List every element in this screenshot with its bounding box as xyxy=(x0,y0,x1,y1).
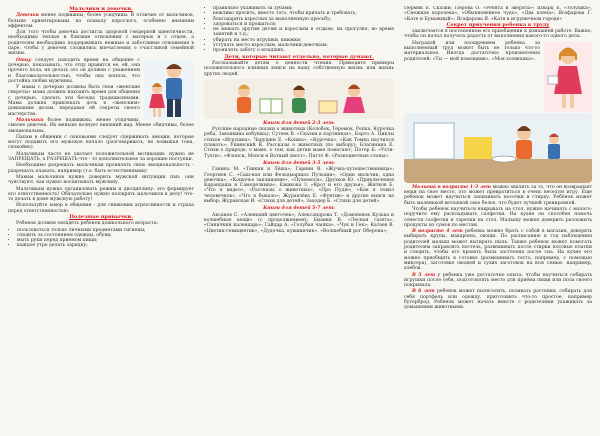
list-item: • следить за состоянием одежды, обуви; xyxy=(17,233,194,238)
list-item: • проявлять заботу о младших. xyxy=(213,48,394,53)
list-item: • благодарить взрослых за выполненную просьбу; xyxy=(213,17,394,22)
paragraph: У мамы с дочерью должны быть свои «женские секреты» мама должна находить время для общения с дочерью, сделать эти беседы традиционными. Мама должна привлекать дочь к «женским» домашним делам, передавая ей секреты своего мастерства. xyxy=(8,85,140,117)
column-left xyxy=(8,6,194,432)
paragraph: Мальчики более подвижны, менее усидчивы, смелее девочек. Их меньше волнует внешний вид. Менее обидчивы, более эмоциональны. xyxy=(8,117,194,134)
list-item: • пользоваться только личными предметами гигиены; xyxy=(17,228,194,233)
paragraph: Русские народные сказки о животных (Колобок, Теремок, Репка, Курочка ряба, Заюшкина избушка); Сутеев В. «Сказки в картинках», Барто А. Циклы стихов «Игрушки», Чарушин Е. «Кошка», «Курочка», «Как Томка научился плавать»; Ушинский К. Рассказы о животных (по выбору); Благинина Е. Стихи о природе, о маме, о том, как детки маме помогают; Потер Б. «Ухти-Тухти», «Флопси, Мопси и Ватный хвост»; Пятто Ф. «Разноцветные слоны». xyxy=(204,127,394,159)
column-middle xyxy=(204,6,394,432)
column-right xyxy=(404,6,592,432)
list-item: • вежливо просить, вместо того, чтобы кричать и требовать; xyxy=(213,11,394,16)
paragraph: Аксаков С. «Аленький цветочек»; Александрова Т. «Домовенок Кузька и волшебные вещи» (с продолжением); Бианки В. «Лесная газета», «Синичкин календарь»; Гайдар А. «Голубая чашка», «Чук и Гек»; Катаев В. «Цветик-семицветик», «Дудочка, кувшинчик», «Волшебный рог Оберона»; xyxy=(204,212,394,234)
paragraph: Девочки менее подвижны, более усидчивы. В отличие от мальчиков, больше ориентированы на похвалу взрослого, особенно внешним эффектом. xyxy=(8,13,194,29)
paragraph: В 6 лет ребенок может пылесосить, поливать растения, собирать для себя портфель или одежду, приготовить что-то простое, например бутерброд. Ребенок может начать вместе с родителями ухаживать за домашними животными. xyxy=(404,289,592,311)
illustration-children-reading xyxy=(204,79,394,119)
list-item: • не мешать другим детям и взрослым в отдыхе, на прогулке, во время занятий и т.д.; xyxy=(213,27,394,38)
list-item: • правильно ухаживать за зубами; xyxy=(213,6,394,11)
paragraph: В возрасте 4 лет ребенка можно брать с собой в магазин, доверять выбирать крупы, макароны, овощи. По расписанию к год наблюдения родителей малыш может вытирать пыль. Также ребенок может помогать родителям заправлять постель, развешивать после стирки носовые платки и следить, чтобы его кровать была застелена после сна. На кухне его можно приобщить к готовке (размешивать тесто, например, с помощью миксера), заготовке овощей и сухих заготовок на всю семью, например, хлебов. xyxy=(404,229,592,272)
list-item: • убирать на место игрушки, книжки; xyxy=(213,38,394,43)
habits-list xyxy=(8,228,194,249)
books-3-5-heading: Книги для детей 3-5 лет: xyxy=(263,160,335,166)
paragraph: Пермяк Е. Сказки; Перова О. «Ребята и зверята»; Шварц Е. «Золушка», «Снежная королева», «Обыкновенное чудо», «Два клена»; Ягафарова Г. «Кате и Бумажный»; Ягафарова Я. «Катя в игрушечном городе» xyxy=(404,6,592,22)
paragraph: Мальчикам нужно организовать режим и дисциплину: это формирует его ответственность! Обязательно нужно поощрять мальчиков к делу! что-то делать в доме мужскую работу! xyxy=(8,186,194,203)
paragraph: Отцу следует находить время на общение с дочерью, показывать, что отцу нравится ее, ей, она прочего пола, не делать это он должен с уважением и благожелательностью, чтобы она поняла, что достойна любви мужчины. xyxy=(8,57,140,84)
section-title-reading: Дети, которые читают отдельно, которые думают. xyxy=(224,53,374,60)
paragraph: Ребенок должен овладеть ребенок дошкольного возраста: xyxy=(16,221,159,227)
paragraph: Мальчикам часто не хватает положительной мотивации: нужно не ЗАПРЕЩАТЬ, а РАЗРЕШАТЬ что - то дополнительное за хорошие поступки. xyxy=(8,151,194,163)
books-2-3-heading: Книги для детей 2-3 лет: xyxy=(263,120,335,126)
paragraph: Для того чтобы девочка достигла здоровой гендерной идентичности, необходимы теплые и близкие отношения с матерью и с отцом, а родителям необходимо поддерживать нежные и заботливые отношения в паре, чтобы у девочек сложились впечатления о счастливой семейной жизни. xyxy=(8,30,194,57)
paragraph: Чтобы ребенок научиться накрывать на стол, нужно начинать с малого: поручите ему раскладывать салфетки. На кухне он способен помочь отнести салфетки и тарелки на стол. Малышу можно доверить разложить продукты из сумок по местам. xyxy=(404,206,592,228)
list-item: • уступать место взрослым, мальчики-девочкам; xyxy=(213,43,394,48)
list-item: • каждое утро делать зарядку; xyxy=(17,243,194,248)
paragraph: Наградой или поощрением ребенка за выполненный труд может быть не только что-то материальное. Иногда достаточно произнесения родителей: «Ты — мой помощник», «Моя хозяюшка». xyxy=(404,40,540,62)
section-title-boys-girls: Мальчики и девочки. xyxy=(69,6,133,12)
paragraph: Рассказывайте детям о ценности чтения. Приводите примеры положительного влияния книги на вашу собственную жизнь или жизнь других людей. xyxy=(204,60,394,77)
books-5-7-heading: Книги для детей 5-7 лет: xyxy=(263,206,335,212)
section-title-work: Секрет приучения ребенка к труду xyxy=(446,21,550,28)
illustration-girl-helping xyxy=(544,42,592,112)
section-title-habits: Полезные привычки. xyxy=(69,213,133,220)
list-item: • здороваться и прощаться; xyxy=(213,22,394,27)
paragraph: Мамам мальчиков нужно доверить мужской интуиции пап: они чувствуют, как нужно воспитывать мужчину. xyxy=(8,174,194,186)
list-item: • мыть руки перед приемом пищи; xyxy=(17,238,194,243)
paragraph: Необходимо разрешать мальчикам проявлять свою эмоциональность - разрешать плакать, например (т.е. быть естественными) xyxy=(8,163,194,174)
illustration-kitchen xyxy=(404,113,592,183)
paragraph: В 5 лет у ребенка уже достаточно опыта, чтобы научиться собирать игрушки после себя, подготовлять место для приёма пищи или пола своего покрывала. xyxy=(404,272,592,289)
paragraph: Папам в общении с сыновьями следует сдерживать эмоции, которые могут подавить его мужское начало (разговаривать, не повышая тона, спокойно). xyxy=(8,134,194,151)
paragraph: Ганина М. «Тявкин и Лёша»; Гарнин В. «Жучка-путешественница»; Георгиев С. «Саш-ная или Фельдмаршал Пульхин», «Один мальчик, одна девочка», «Кошачье заклинание», «Пузюмоси», Друзков Ю. «Приключения Карандаша и Самоделкина», Ежикова З. «Крот и его друзья», Житков Б. «Что я видел», «Рассказы о животных», «Про Пудю», «Как я ловил человечков», «Что я бывало»; Журавлёва Е. «Фунтик» и другие книги на выбор; Журавская И. «Стихи для детей»; Заходер Б. «Стихи для детей». xyxy=(204,167,394,205)
paragraph: Малыша в возрасте 1-3 лет можно хвалить за то, что он возвращает вещи на свое место, это может превратиться в очень веселую игру. Еще ребенок может научиться запихивать носочки в стирку. Ребёнок может быть маленькой ветошкой свое белье, что будет лучшей тренировкой. xyxy=(404,184,592,206)
illustration-father-daughter xyxy=(144,59,194,121)
paragraph: заключается в постепенном его приобщении к домашней работе. Важно, чтобы он начал получать радость от выполнения какого-то одного дела. xyxy=(404,29,592,40)
habits-list-continued xyxy=(204,6,394,54)
paragraph: Используйте юмор в общении - для снижения агрессивности и страха перед ответственностью. xyxy=(8,203,194,214)
